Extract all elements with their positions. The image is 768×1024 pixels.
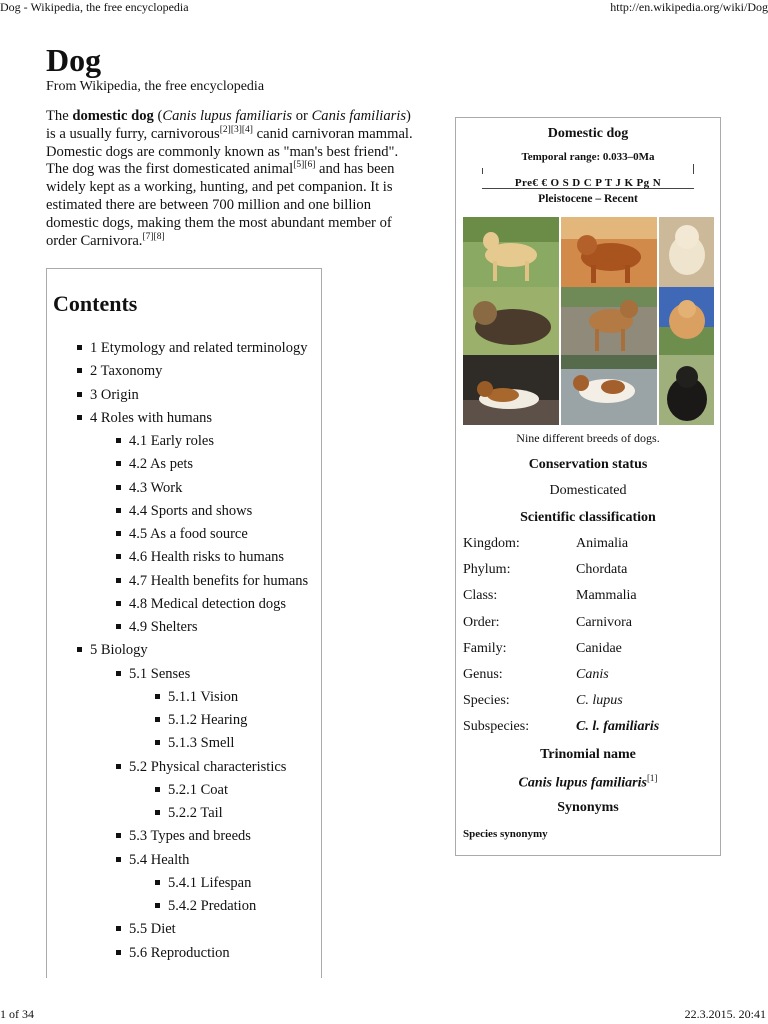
page-title: Dog [46, 42, 102, 78]
toc-item-label: 5.2.2 Tail [168, 805, 223, 821]
toc-item-label: 4.3 Work [129, 479, 183, 496]
toc-item-label: 2 Taxonomy [90, 363, 163, 380]
classification-taxon[interactable]: Chordata [576, 562, 628, 578]
toc-item-label: 5.6 Reproduction [129, 944, 230, 961]
toc-heading: Contents [53, 291, 138, 316]
intro-paragraph: The domestic dog (Canis lupus familiaris or Canis familiaris) is a usually furry, carnivorous[2][3][4] canid carnivoran mammal. Domestic dogs are commonly known as "man's best friend". The dog was the first domesticated animal[5][6] and has been widely kept as a working, hunting, and pet companion. It is estimated there are between 700 million and one billion domestic dogs, making them the most abundant member of order Carnivora.[7][8] [46, 108, 413, 249]
bullet-icon [116, 857, 121, 862]
photo-basset-hound [561, 355, 657, 425]
toc-item-label: 5.1.1 Vision [168, 688, 239, 705]
toc-item[interactable] [116, 572, 308, 590]
bullet-icon [116, 764, 121, 769]
bullet-icon [116, 624, 121, 629]
toc-item[interactable] [155, 688, 238, 706]
photo-labrador [463, 217, 559, 287]
epoch-label: Pleistocene – Recent [538, 193, 638, 205]
toc-item-label: 4 Roles with humans [90, 409, 213, 426]
table-of-contents [46, 268, 322, 978]
classification-taxon[interactable]: C. lupus [576, 693, 623, 709]
bullet-icon [155, 880, 160, 885]
toc-item[interactable] [116, 479, 182, 497]
classification-rank: Species: [463, 693, 510, 709]
citation-link[interactable]: [1] [646, 773, 658, 783]
toc-item[interactable] [155, 874, 251, 892]
citation-link[interactable]: [6] [304, 160, 316, 171]
bullet-icon [116, 461, 121, 466]
bullet-icon [155, 787, 160, 792]
classification-taxon[interactable]: Canis [576, 667, 609, 682]
classification-rank: Family: [463, 640, 507, 656]
toc-item[interactable] [116, 665, 190, 683]
classification-heading: Scientific classification [520, 510, 656, 525]
toc-item[interactable] [155, 734, 234, 752]
toc-item-label: 5.1.3 Smell [168, 735, 235, 752]
temporal-range: Temporal range: 0.033–0Ma [521, 151, 655, 163]
toc-item[interactable] [77, 409, 212, 427]
print-header-title: Dog - Wikipedia, the free encyclopedia [0, 0, 189, 14]
toc-item-label: 5.2 Physical characteristics [129, 758, 287, 775]
synonyms-heading: Synonyms [557, 800, 619, 815]
toc-item-label: 5.4 Health [129, 851, 190, 868]
classification-taxon[interactable]: Animalia [576, 536, 629, 551]
classification-taxon[interactable]: Mammalia [576, 588, 637, 604]
toc-item[interactable] [116, 827, 251, 845]
toc-item[interactable] [116, 944, 230, 962]
toc-item[interactable] [77, 386, 139, 404]
citation-link[interactable]: [4] [241, 124, 253, 135]
bullet-icon [77, 647, 82, 652]
toc-item-label: 4.4 Sports and shows [129, 502, 253, 519]
print-header-url: http://en.wikipedia.org/wiki/Dog [610, 0, 768, 14]
toc-item[interactable] [155, 804, 223, 822]
toc-item[interactable] [116, 548, 284, 566]
citation-link[interactable]: [2] [219, 124, 231, 135]
dog-breeds-photo-grid[interactable] [463, 217, 714, 425]
bullet-icon [116, 578, 121, 583]
photo-beagle [463, 355, 559, 425]
bullet-icon [77, 368, 82, 373]
term-domestic-dog: domestic dog [72, 108, 154, 124]
infobox [455, 117, 721, 856]
toc-item[interactable] [116, 502, 252, 520]
classification-rank: Phylum: [463, 562, 511, 578]
bullet-icon [116, 926, 121, 931]
classification-taxon[interactable]: C. l. familiaris [576, 719, 660, 735]
bullet-icon [116, 950, 121, 955]
print-footer-page: 1 of 34 [0, 1007, 34, 1021]
bullet-icon [116, 601, 121, 606]
toc-item[interactable] [116, 851, 189, 869]
citation-link[interactable]: [5] [293, 160, 305, 171]
classification-rank: Order: [463, 614, 500, 630]
toc-item-label: 4.2 As pets [129, 456, 194, 473]
bullet-icon [155, 903, 160, 908]
photo-pomeranian [659, 287, 714, 355]
toc-item-label: 4.6 Health risks to humans [129, 549, 285, 566]
trinomial-heading: Trinomial name [540, 747, 636, 762]
toc-item[interactable] [116, 758, 286, 776]
toc-item-label: 4.9 Shelters [129, 619, 198, 635]
photo-yorkshire-terrier [463, 287, 559, 355]
toc-item-label: 5.1 Senses [129, 665, 191, 682]
toc-item-label: 5.2.1 Coat [168, 781, 229, 798]
bullet-icon [155, 810, 160, 815]
toc-item[interactable] [116, 618, 197, 636]
classification-taxon[interactable]: Canidae [576, 640, 622, 656]
bullet-icon [77, 415, 82, 420]
trinomial-value: Canis lupus familiaris[1] [518, 773, 658, 791]
toc-item-label: 5.1.2 Hearing [168, 712, 248, 728]
toc-item[interactable] [155, 897, 256, 915]
toc-item[interactable] [155, 781, 228, 799]
toc-item-label: 5.5 Diet [129, 921, 176, 938]
bullet-icon [77, 345, 82, 350]
citation-link[interactable]: [3] [230, 124, 242, 135]
bullet-icon [155, 694, 160, 699]
citation-link[interactable]: [7] [142, 231, 154, 242]
infobox-title: Domestic dog [547, 126, 629, 141]
photo-boxer [561, 287, 657, 355]
bullet-icon [116, 554, 121, 559]
synonyms-note[interactable]: Species synonymy [463, 828, 548, 840]
toc-item-label: 3 Origin [90, 386, 139, 403]
toc-item-label: 4.7 Health benefits for humans [129, 572, 309, 589]
toc-item-label: 4.8 Medical detection dogs [129, 595, 287, 612]
photo-newfoundland [659, 355, 714, 425]
toc-item[interactable] [116, 595, 286, 613]
toc-item[interactable] [116, 525, 248, 543]
toc-item-label: 5 Biology [90, 642, 148, 659]
bullet-icon [116, 671, 121, 676]
bullet-icon [116, 833, 121, 838]
toc-item-label: 5.3 Types and breeds [129, 828, 251, 845]
toc-item[interactable] [116, 920, 176, 938]
toc-item[interactable] [77, 339, 307, 357]
bullet-icon [155, 740, 160, 745]
conservation-heading: Conservation status [528, 457, 648, 472]
classification-rank: Kingdom: [463, 536, 520, 551]
print-footer-date: 22.3.2015. 20:41 [684, 1007, 766, 1021]
toc-item[interactable] [77, 362, 162, 380]
photo-poodle [659, 217, 714, 287]
classification-rank: Genus: [463, 667, 503, 682]
toc-item[interactable] [116, 432, 214, 450]
toc-item-label: 4.5 As a food source [129, 526, 248, 542]
photo-golden-retriever [561, 217, 657, 287]
citation-link[interactable]: [8] [153, 231, 165, 242]
classification-taxon[interactable]: Carnivora [576, 614, 632, 630]
page-subtitle: From Wikipedia, the free encyclopedia [46, 79, 265, 94]
bullet-icon [116, 438, 121, 443]
classification-rank: Subspecies: [463, 719, 530, 735]
toc-item[interactable] [116, 455, 193, 473]
toc-item-label: 4.1 Early roles [129, 433, 214, 449]
geologic-eras: Pre€ € O S D C P T J K Pg N [514, 177, 662, 189]
toc-item-label: 5.4.2 Predation [168, 898, 257, 914]
photo-caption: Nine different breeds of dogs. [516, 431, 660, 445]
toc-item[interactable] [155, 711, 247, 729]
bullet-icon [155, 717, 160, 722]
bullet-icon [116, 531, 121, 536]
toc-item-label: 1 Etymology and related terminology [90, 340, 308, 356]
toc-item-label: 5.4.1 Lifespan [168, 874, 252, 891]
toc-item[interactable] [77, 641, 148, 659]
bullet-icon [77, 392, 82, 397]
conservation-value: Domesticated [549, 483, 627, 498]
classification-rank: Class: [463, 588, 498, 604]
bullet-icon [116, 485, 121, 490]
bullet-icon [116, 508, 121, 513]
